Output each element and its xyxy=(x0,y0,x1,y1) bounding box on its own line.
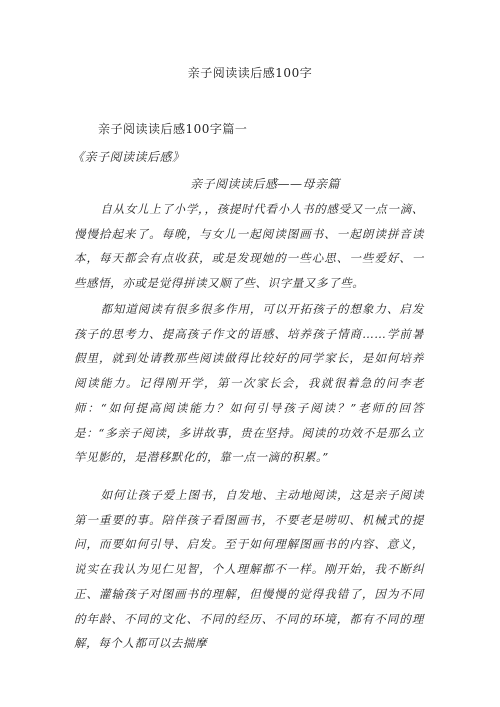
paragraph-3: 如何让孩子爱上图书，自发地、主动地阅读，这是亲子阅读第一重要的事。陪伴孩子看图画书，不要老是唠叨、机械式的提问，而要如何引导、启发。至于如何理解图画书的内容、意义，说实在我认为见仁见智，个人理解都不一样。刚开始，我不断纠正、灌输孩子对图画书的理解，但慢慢的觉得我错了，因为不同的年龄、不同的文化、不同的经历、不同的环境，都有不同的理解，每个人都可以去揣摩 xyxy=(74,488,424,651)
page-title: 亲子阅读读后感100字 xyxy=(187,66,313,80)
section-heading: 亲子阅读读后感100字篇一 xyxy=(98,122,248,136)
paragraph-2: 都知道阅读有很多很多作用，可以开拓孩子的想象力、启发孩子的思考力、提高孩子作文的语感、培养孩子情商……学前暑假里，就到处请教那些阅读做得比较好的同学家长，是如何培养阅读能力。记得刚开学，第一次家长会，我就很着急的问李老师：“如何提高阅读能力？如何引导孩子阅读？”老师的回答是：“多亲子阅读，多讲故事，贵在坚持。阅读的功效不是那么立竿见影的，是潜移默化的，靠一点一滴的积累。” xyxy=(74,302,424,465)
book-title: 《亲子阅读读后感》 xyxy=(72,150,185,164)
paragraph-1: 自从女儿上了小学，，孩提时代看小人书的感受又一点一滴、慢慢拾起来了。每晚，与女儿一起阅读图画书、一起朗读拼音读本，每天都会有点收获，或是发现她的一些心思、一些爱好、一些感悟，亦或是觉得拼读又顺了些、识字量又多了些。 xyxy=(74,202,424,291)
essay-subtitle: 亲子阅读读后感——母亲篇 xyxy=(189,177,340,191)
